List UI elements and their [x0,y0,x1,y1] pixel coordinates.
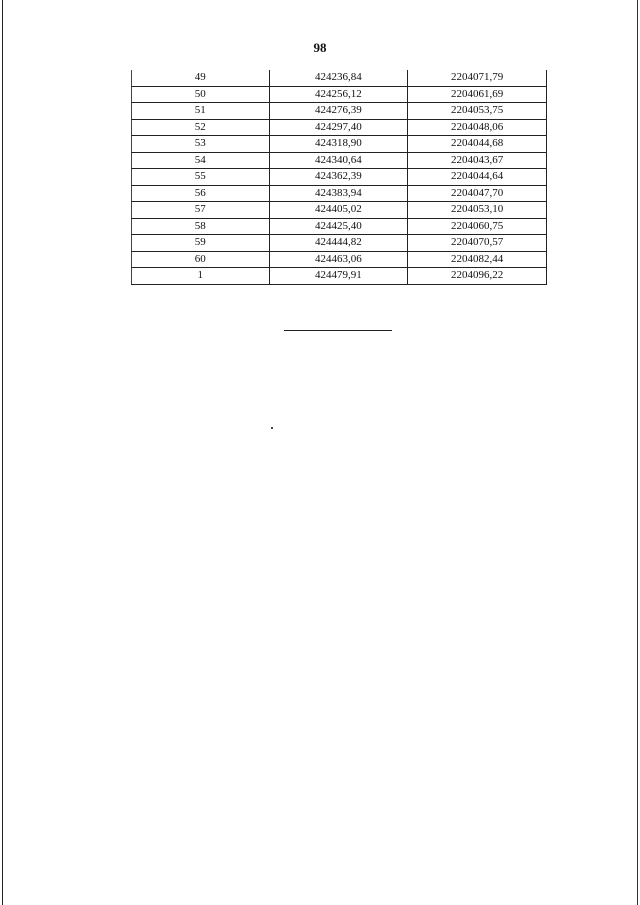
point-number-cell: 1 [132,268,270,285]
point-number-cell: 56 [132,185,270,202]
x-coordinate-cell: 424318,90 [269,136,408,153]
y-coordinate-cell: 2204044,64 [408,169,547,186]
point-number-cell: 60 [132,251,270,268]
point-number-cell: 49 [132,70,270,86]
y-coordinate-cell: 2204053,75 [408,103,547,120]
end-rule [284,330,392,331]
x-coordinate-cell: 424405,02 [269,202,408,219]
x-coordinate-cell: 424383,94 [269,185,408,202]
x-coordinate-cell: 424297,40 [269,119,408,136]
y-coordinate-cell: 2204060,75 [408,218,547,235]
point-number-cell: 55 [132,169,270,186]
y-coordinate-cell: 2204082,44 [408,251,547,268]
table-row [132,169,547,186]
point-number-cell: 58 [132,218,270,235]
point-number-cell: 50 [132,86,270,103]
x-coordinate-cell: 424362,39 [269,169,408,186]
point-number-cell: 57 [132,202,270,219]
y-coordinate-cell: 2204043,67 [408,152,547,169]
x-coordinate-cell: 424425,40 [269,218,408,235]
y-coordinate-cell: 2204048,06 [408,119,547,136]
table-row [132,235,547,252]
table-row [132,70,547,86]
coordinates-table [131,70,547,285]
y-coordinate-cell: 2204053,10 [408,202,547,219]
page-number: 98 [313,40,327,55]
table-row [132,202,547,219]
y-coordinate-cell: 2204061,69 [408,86,547,103]
y-coordinate-cell: 2204047,70 [408,185,547,202]
x-coordinate-cell: 424236,84 [269,70,408,86]
table-row [132,152,547,169]
table-row [132,119,547,136]
x-coordinate-cell: 424256,12 [269,86,408,103]
table-row [132,136,547,153]
point-number-cell: 54 [132,152,270,169]
y-coordinate-cell: 2204096,22 [408,268,547,285]
coordinates-table-body [132,70,547,284]
x-coordinate-cell: 424340,64 [269,152,408,169]
x-coordinate-cell: 424463,06 [269,251,408,268]
scan-speck [271,427,273,429]
x-coordinate-cell: 424479,91 [269,268,408,285]
table-row [132,86,547,103]
page-edge-right [637,0,638,905]
y-coordinate-cell: 2204044,68 [408,136,547,153]
page-edge-left [2,0,3,905]
table-row [132,218,547,235]
point-number-cell: 53 [132,136,270,153]
y-coordinate-cell: 2204070,57 [408,235,547,252]
table-row [132,185,547,202]
table-row [132,103,547,120]
table-row [132,251,547,268]
x-coordinate-cell: 424276,39 [269,103,408,120]
point-number-cell: 59 [132,235,270,252]
point-number-cell: 52 [132,119,270,136]
point-number-cell: 51 [132,103,270,120]
table-row [132,268,547,285]
x-coordinate-cell: 424444,82 [269,235,408,252]
y-coordinate-cell: 2204071,79 [408,70,547,86]
